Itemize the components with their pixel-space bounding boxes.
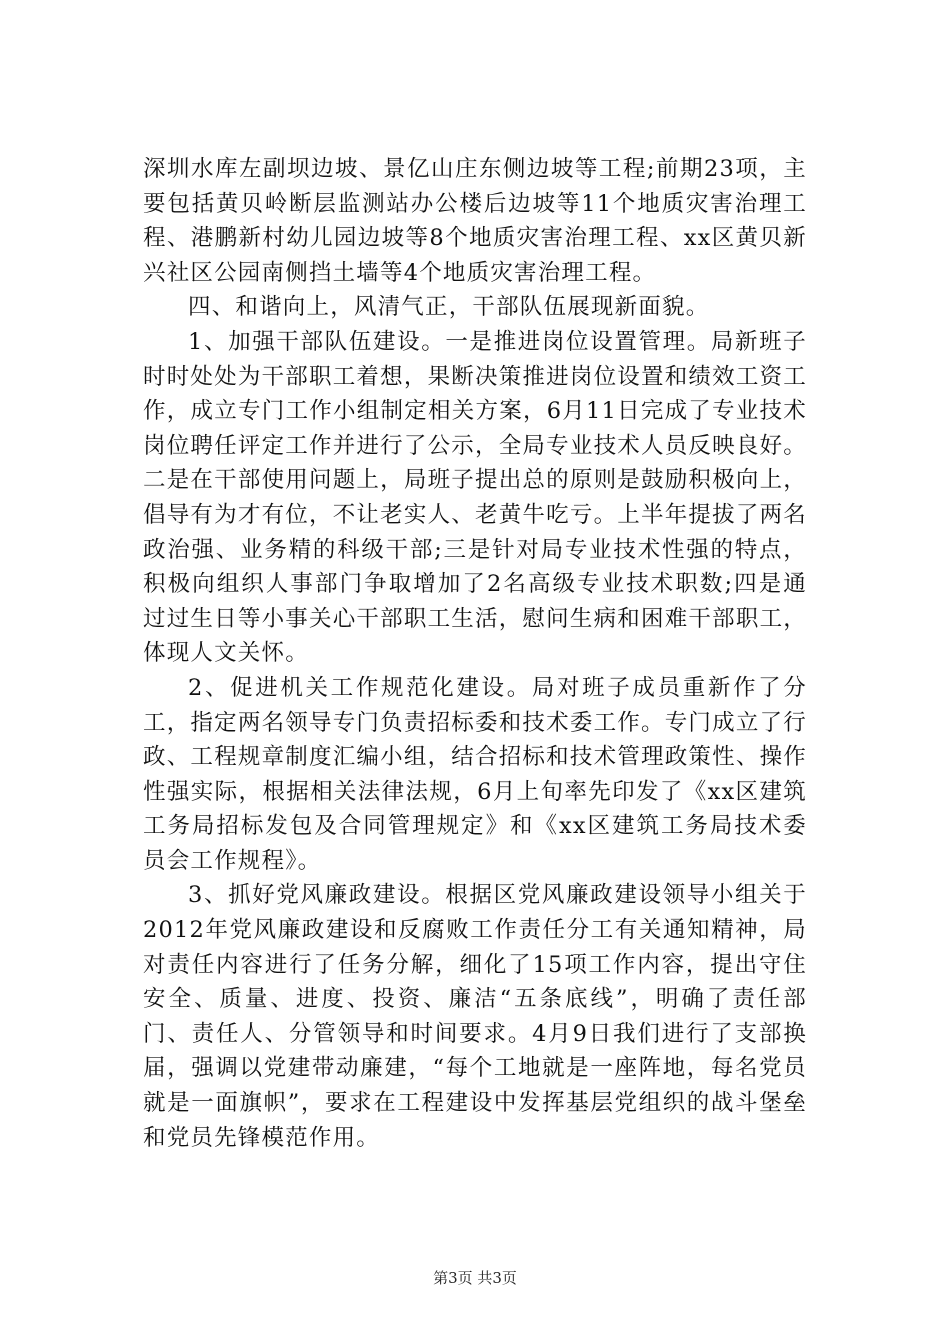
paragraph-party-integrity: 3、抓好党风廉政建设。根据区党风廉政建设领导小组关于2012年党风廉政建设和反腐败工作责任分工有关通知精神，局对责任内容进行了任务分解，细化了15项工作内容，提出守住安全、质量、进度、投资、廉洁“五条底线”，明确了责任部门、责任人、分管领导和时间要求。4月9日我们进行了支部换届，强调以党建带动廉建，“每个工地就是一座阵地，每名党员就是一面旗帜”，要求在工程建设中发挥基层党组织的战斗堡垒和党员先锋模范作用。 [143, 882, 807, 1151]
paragraph-office-standardization: 2、促进机关工作规范化建设。局对班子成员重新作了分工，指定两名领导专门负责招标委和技术委工作。专门成立了行政、工程规章制度汇编小组，结合招标和技术管理政策性、操作性强实际，根据相关法律法规，6月上旬率先印发了《xx区建筑工务局招标发包及合同管理规定》和《xx区建筑工务局技术委员会工作规程》。 [143, 674, 807, 874]
page-number-footer: 第3页 共3页 [433, 1269, 517, 1287]
paragraph-continuation: 深圳水库左副坝边坡、景亿山庄东侧边坡等工程;前期23项，主要包括黄贝岭断层监测站办公楼后边坡等11个地质灾害治理工程、港鹏新村幼儿园边坡等8个地质灾害治理工程、xx区黄贝新兴社区公园南侧挡土墙等4个地质灾害治理工程。 [143, 156, 807, 286]
section-heading-four: 四、和谐向上，风清气正，干部队伍展现新面貌。 [188, 294, 710, 321]
paragraph-cadre-team: 1、加强干部队伍建设。一是推进岗位设置管理。局新班子时时处处为干部职工着想，果断决策推进岗位设置和绩效工资工作，成立专门工作小组制定相关方案，6月11日完成了专业技术岗位聘任评定工作并进行了公示，全局专业技术人员反映良好。二是在干部使用问题上，局班子提出总的原则是鼓励积极向上，倡导有为才有位，不让老实人、老黄牛吃亏。上半年提拔了两名政治强、业务精的科级干部;三是针对局专业技术性强的特点，积极向组织人事部门争取增加了2名高级专业技术职数;四是通过过生日等小事关心干部职工生活，慰问生病和困难干部职工，体现人文关怀。 [143, 328, 807, 667]
document-body [143, 152, 807, 1155]
